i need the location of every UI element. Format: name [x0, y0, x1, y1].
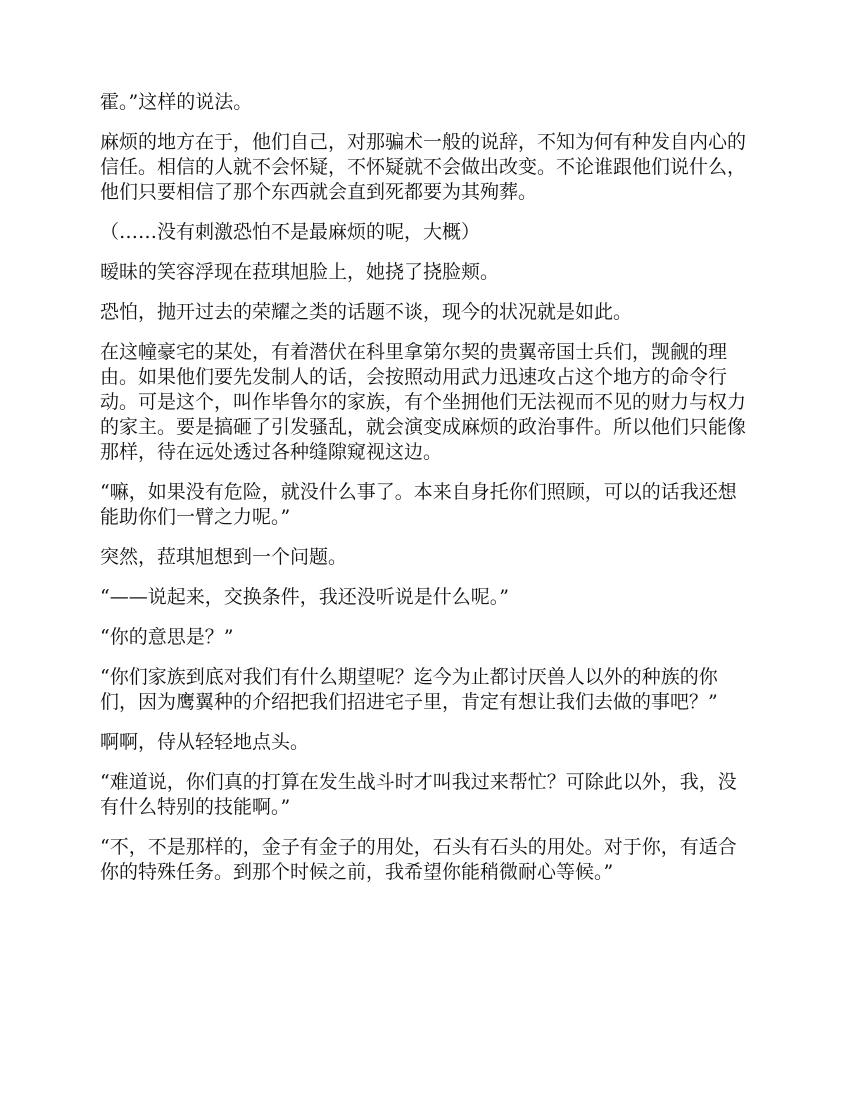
document-page	[100, 90, 750, 900]
paragraph: 麻烦的地方在于，他们自己，对那骗术一般的说辞，不知为何有种发自内心的信任。相信的人就不会怀疑，不怀疑就不会做出改变。不论谁跟他们说什么，他们只要相信了那个东西就会直到死都要为其殉葬。	[100, 131, 747, 203]
paragraph: 突然，菈琪旭想到一个问题。	[100, 546, 348, 568]
paragraph: 霍。”这样的说法。	[100, 91, 253, 113]
paragraph: “嘛，如果没有危险，就没什么事了。本来自身托你们照顾，可以的话我还想能助你们一臂之力呢。”	[100, 481, 737, 528]
paragraph: 恐怕，抛开过去的荣耀之类的话题不谈，现今的状况就是如此。	[100, 301, 633, 323]
paragraph: “难道说，你们真的打算在发生战斗时才叫我过来帮忙？可除此以外，我，没有什么特别的技能啊。”	[100, 771, 737, 818]
paragraph: “——说起来，交换条件，我还没听说是什么呢。”	[100, 586, 509, 608]
paragraph: 暧昧的笑容浮现在菈琪旭脸上，她挠了挠脸颊。	[100, 261, 500, 283]
paragraph: “不，不是那样的，金子有金子的用处，石头有石头的用处。对于你，有适合你的特殊任务。到那个时候之前，我希望你能稍微耐心等候。”	[100, 836, 737, 883]
paragraph: 在这幢豪宅的某处，有着潜伏在科里拿第尔契的贵翼帝国士兵们，觊觎的理由。如果他们要先发制人的话，会按照动用武力迅速攻占这个地方的命令行动。可是这个，叫作毕鲁尔的家族，有个坐拥他们无法视而不见的财力与权力的家主。要是搞砸了引发骚乱，就会演变成麻烦的政治事件。所以他们只能像那样，待在远处透过各种缝隙窥视这边。	[100, 341, 747, 463]
paragraph: 啊啊，侍从轻轻地点头。	[100, 731, 310, 753]
paragraph: “你的意思是？”	[100, 626, 234, 648]
paragraph: （……没有刺激恐怕不是最麻烦的呢，大概）	[100, 221, 481, 243]
paragraph: “你们家族到底对我们有什么期望呢？迄今为止都讨厌兽人以外的种族的你们，因为鹰翼种的介绍把我们招进宅子里，肯定有想让我们去做的事吧？”	[100, 666, 718, 713]
